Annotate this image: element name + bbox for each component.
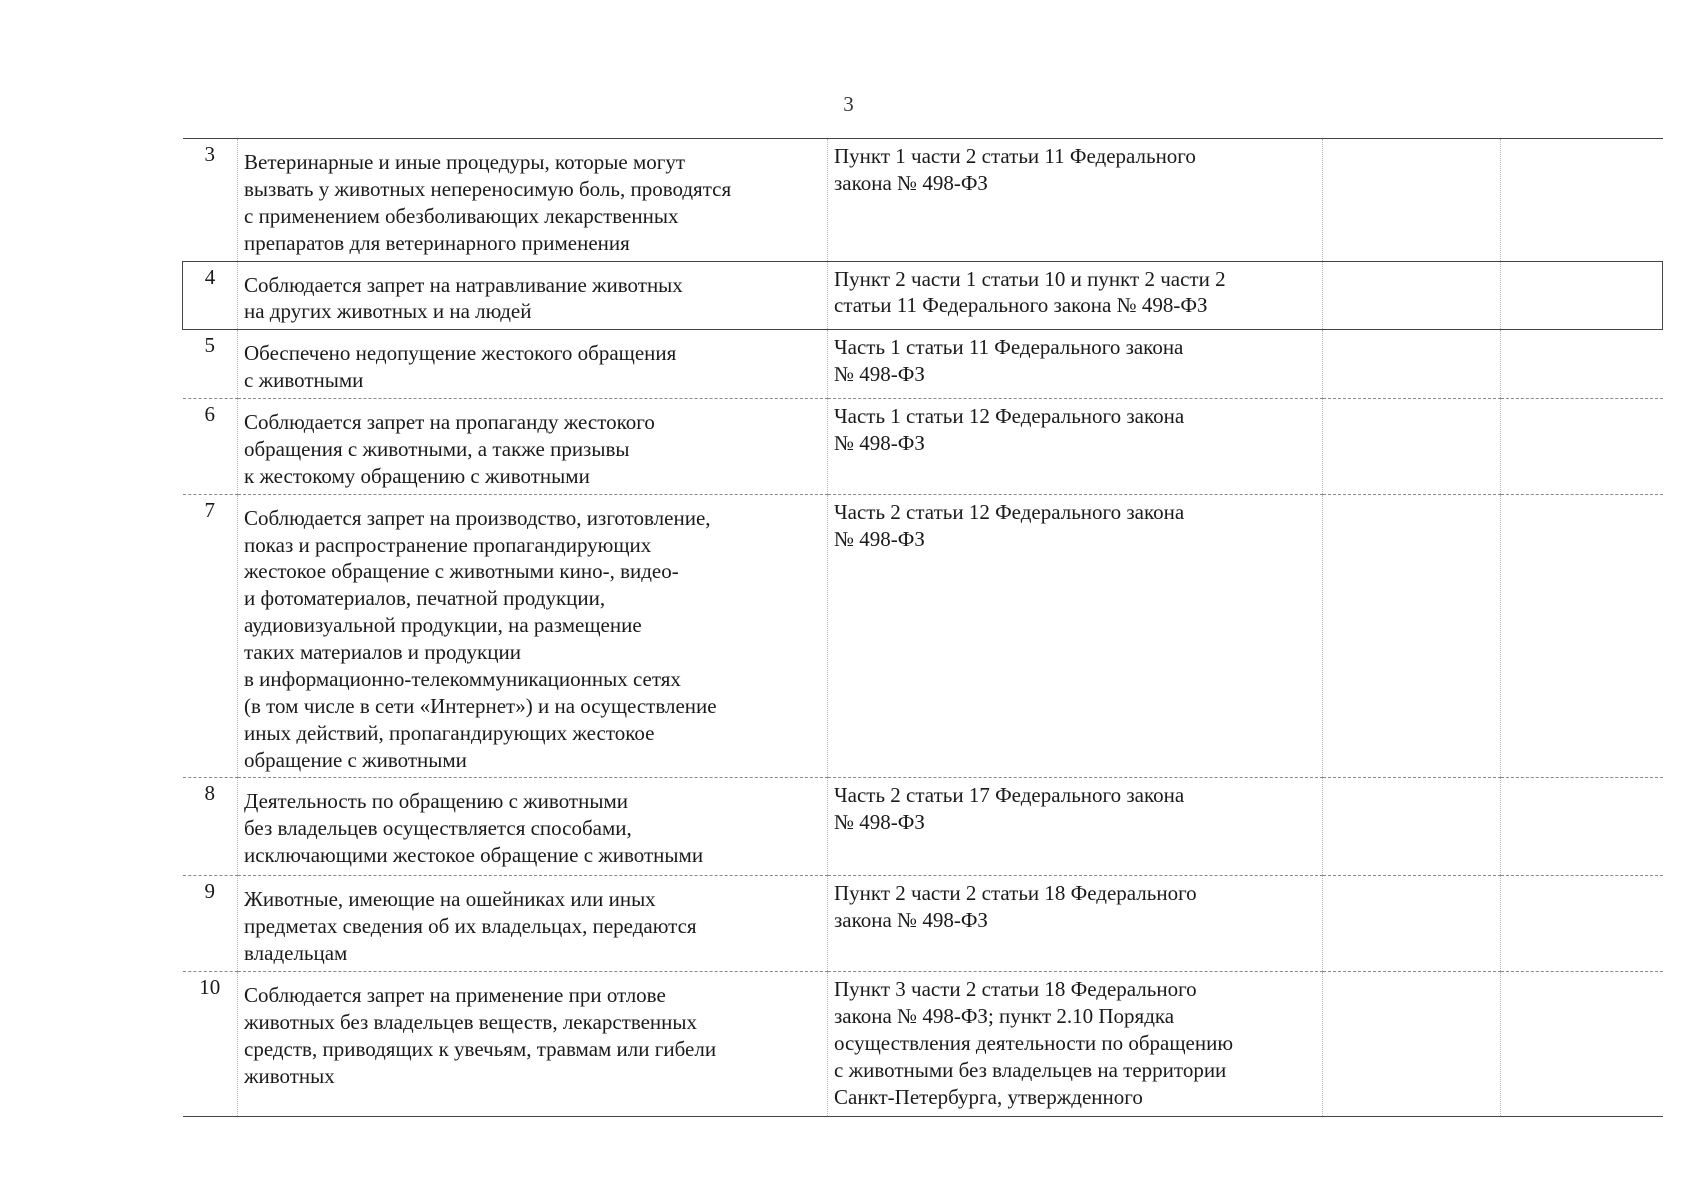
empty-cell (1323, 972, 1501, 1117)
reference-text: Пункт 1 части 2 статьи 11 Федерального закона № 498-ФЗ (834, 144, 1196, 195)
requirement-cell (238, 399, 828, 495)
page-number: 3 (843, 92, 854, 116)
reference-text: Пункт 2 части 2 статьи 18 Федерального закона № 498-ФЗ (834, 881, 1197, 933)
requirement-cell (238, 876, 828, 972)
requirement-cell (238, 778, 828, 876)
row-number: 10 (183, 972, 238, 1117)
table-row (183, 494, 1663, 778)
table-row (183, 778, 1663, 876)
empty-cell (1323, 399, 1501, 495)
requirement-text: Ветеринарные и иные процедуры, которые могут вызвать у животных непереносимую боль, проводятся с применением обезболивающих лекарственных препаратов для ветеринарного применения (244, 150, 732, 255)
empty-cell (1501, 399, 1663, 495)
table-row (183, 972, 1663, 1117)
empty-cell (1501, 330, 1663, 399)
reference-text: Часть 2 статьи 17 Федерального закона № 498-ФЗ (834, 783, 1185, 835)
reference-cell (828, 139, 1323, 262)
empty-cell (1501, 876, 1663, 972)
reference-text: Часть 2 статьи 12 Федерального закона № 498-ФЗ (834, 499, 1185, 551)
reference-cell (828, 261, 1323, 330)
empty-cell (1323, 778, 1501, 876)
requirement-text: Соблюдается запрет на пропаганду жестокого обращения с животными, а также призывы к жестокому обращению с животными (244, 410, 655, 488)
table-row (183, 261, 1663, 330)
row-number: 4 (183, 261, 238, 330)
table-row (183, 399, 1663, 495)
empty-cell (1501, 139, 1663, 262)
reference-cell (828, 972, 1323, 1117)
empty-cell (1501, 972, 1663, 1117)
table-row (183, 330, 1663, 399)
empty-cell (1323, 876, 1501, 972)
row-number: 6 (183, 399, 238, 495)
empty-cell (1323, 261, 1501, 330)
requirement-cell (238, 261, 828, 330)
requirement-text: Соблюдается запрет на натравливание животных на других животных и на людей (244, 272, 683, 324)
reference-cell (828, 876, 1323, 972)
empty-cell (1501, 494, 1663, 778)
row-number: 8 (183, 778, 238, 876)
reference-text: Пункт 2 части 1 статьи 10 и пункт 2 части 2 статьи 11 Федерального закона № 498-ФЗ (834, 266, 1226, 318)
requirement-text: Деятельность по обращению с животными без владельцев осуществляется способами, исключающими жестокое обращение с животными (244, 789, 704, 868)
requirement-cell (238, 330, 828, 399)
empty-cell (1323, 494, 1501, 778)
reference-cell (828, 330, 1323, 399)
reference-text: Часть 1 статьи 11 Федерального закона № 498-ФЗ (834, 335, 1184, 387)
reference-cell (828, 399, 1323, 495)
empty-cell (1501, 778, 1663, 876)
empty-cell (1501, 261, 1663, 330)
checklist-table (182, 138, 1663, 1117)
requirement-text: Соблюдается запрет на производство, изготовление, показ и распространение пропагандирующих жестокое обращение с животными кино-, видео- и фотоматериалов, печатной продукции, аудиовизуальной продукции, на размещение таких материалов и продукции в информационно-телекоммуникационных сетях (в том числе в сети «Интернет») и на осуществление иных действий, пропагандирующих жестокое обращение с животными (244, 505, 717, 772)
requirement-cell (238, 139, 828, 262)
empty-cell (1323, 139, 1501, 262)
row-number: 5 (183, 330, 238, 399)
reference-text: Пункт 3 части 2 статьи 18 Федерального закона № 498-ФЗ; пункт 2.10 Порядка осуществления деятельности по обращению с животными без владельцев на территории Санкт-Петербурга, утвержденного (834, 977, 1234, 1109)
table-row (183, 876, 1663, 972)
table-row (183, 139, 1663, 262)
requirement-text: Животные, имеющие на ошейниках или иных предметах сведения об их владельцах, передаются владельцам (244, 887, 697, 966)
row-number: 7 (183, 494, 238, 778)
reference-cell (828, 778, 1323, 876)
requirement-cell (238, 972, 828, 1117)
requirement-text: Обеспечено недопущение жестокого обращения с животными (244, 341, 677, 393)
empty-cell (1323, 330, 1501, 399)
requirement-cell (238, 494, 828, 778)
reference-text: Часть 1 статьи 12 Федерального закона № 498-ФЗ (834, 404, 1185, 455)
reference-cell (828, 494, 1323, 778)
requirement-text: Соблюдается запрет на применение при отлове животных без владельцев веществ, лекарственных средств, приводящих к увечьям, травмам или гибели животных (244, 983, 717, 1088)
row-number: 9 (183, 876, 238, 972)
row-number: 3 (183, 139, 238, 262)
